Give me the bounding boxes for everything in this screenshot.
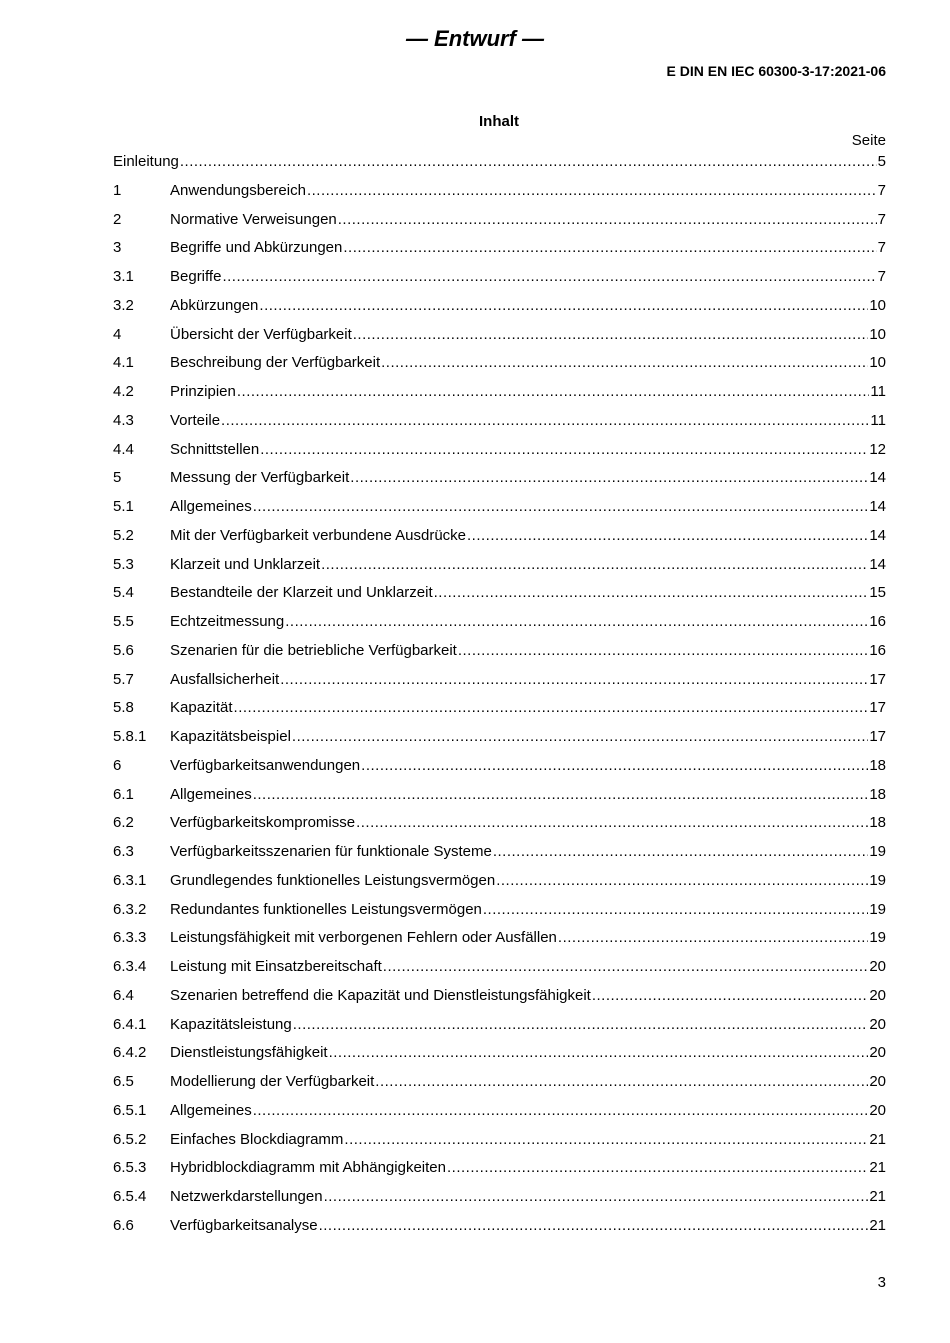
toc-entry[interactable]: [113, 752, 886, 781]
toc-dot-leader: [344, 1126, 868, 1155]
toc-entry-page: 16: [869, 641, 886, 659]
toc-entry-title: Netzwerkdarstellungen: [170, 1188, 323, 1205]
toc-entry[interactable]: [113, 206, 886, 235]
toc-entry[interactable]: [113, 637, 886, 666]
toc-entry-title: Einleitung: [113, 153, 179, 170]
toc-entry-title: Redundantes funktionelles Leistungsvermögen: [170, 900, 482, 918]
toc-dot-leader: [343, 234, 876, 263]
toc-entry[interactable]: [113, 1212, 886, 1241]
toc-dot-leader: [381, 349, 868, 378]
toc-entry-number: 5.4: [113, 584, 134, 602]
toc-entry-number: 3.2: [113, 296, 134, 314]
toc-dot-leader: [324, 1183, 869, 1212]
toc-entry-number: 4.4: [113, 440, 134, 458]
toc-entry-number: 6.5.2: [113, 1130, 147, 1148]
toc-entry[interactable]: [113, 579, 886, 608]
toc-entry-page: 20: [869, 958, 886, 975]
toc-entry[interactable]: [113, 349, 886, 378]
toc-entry[interactable]: [113, 1126, 886, 1155]
toc-entry-title: Szenarien für die betriebliche Verfügbarkeit: [170, 641, 457, 659]
toc-entry-title: Anwendungsbereich: [170, 181, 306, 199]
toc-entry-number: 6.1: [113, 785, 134, 803]
toc-entry[interactable]: [113, 982, 886, 1011]
toc-entry[interactable]: [113, 522, 886, 551]
toc-entry-number: 4.1: [113, 354, 134, 372]
toc-entry-number: 3: [113, 239, 122, 257]
toc-entry-title: Begriffe und Abkürzungen: [170, 239, 343, 257]
toc-dot-leader: [321, 551, 868, 580]
toc-dot-leader: [458, 637, 868, 666]
toc-dot-leader: [467, 522, 868, 551]
toc-entry-page: 18: [869, 785, 886, 803]
toc-dot-leader: [353, 321, 869, 350]
toc-entry-title: Bestandteile der Klarzeit und Unklarzeit: [170, 584, 433, 602]
toc-dot-leader: [307, 177, 877, 206]
toc-entry-page: 21: [869, 1188, 886, 1205]
toc-entry-title: Schnittstellen: [170, 440, 260, 458]
toc-entry[interactable]: [113, 694, 886, 723]
toc-entry-number: 6.3.2: [113, 900, 147, 918]
toc-entry-page: 19: [869, 871, 886, 889]
toc-entry-page: 21: [869, 1216, 886, 1234]
toc-entry[interactable]: [113, 1183, 886, 1212]
toc-entry-title: Kapazitätsleistung: [170, 1015, 292, 1033]
toc-entry[interactable]: [113, 436, 886, 465]
toc-dot-leader: [361, 752, 868, 781]
toc-entry-title: Echtzeitmessung: [170, 613, 285, 630]
toc-entry[interactable]: [113, 838, 886, 867]
toc-dot-leader: [592, 982, 868, 1011]
toc-entry-title: Übersicht der Verfügbarkeit: [170, 325, 352, 343]
toc-entry-number: 6.4: [113, 986, 134, 1004]
toc-entry-number: 5.7: [113, 670, 134, 688]
toc-entry-title: Begriffe: [170, 268, 222, 285]
document-id: E DIN EN IEC 60300-3-17:2021-06: [666, 63, 886, 79]
toc-heading: Inhalt: [479, 113, 519, 130]
toc-entry-title: Klarzeit und Unklarzeit: [170, 555, 321, 573]
toc-entry-number: 6.2: [113, 814, 134, 832]
toc-entry-number: 6.3.1: [113, 871, 147, 889]
toc-entry-page: 7: [877, 181, 886, 199]
toc-dot-leader: [319, 1212, 869, 1241]
toc-entry[interactable]: [113, 608, 886, 637]
toc-entry-number: 6.3.3: [113, 929, 147, 947]
toc-entry-page: 10: [869, 296, 886, 314]
toc-entry-number: 5.8.1: [113, 728, 147, 745]
toc-entry-page: 11: [870, 411, 886, 429]
toc-entry[interactable]: [113, 924, 886, 953]
toc-entry[interactable]: [113, 809, 886, 838]
toc-entry-title: Vorteile: [170, 411, 221, 429]
toc-entry-number: 3.1: [113, 268, 134, 285]
toc-entry-title: Grundlegendes funktionelles Leistungsvermögen: [170, 871, 496, 889]
toc-dot-leader: [483, 896, 868, 925]
toc-entry-title: Ausfallsicherheit: [170, 670, 280, 688]
toc-entry-number: 4: [113, 325, 122, 343]
toc-entry[interactable]: [113, 263, 886, 292]
toc-entry[interactable]: [113, 378, 886, 407]
toc-entry-number: 6.3.4: [113, 958, 147, 975]
toc-entry-title: Allgemeines: [170, 498, 252, 515]
toc-entry-number: 6.4.2: [113, 1044, 147, 1062]
toc-dot-leader: [280, 666, 868, 695]
toc-entry-title: Leistung mit Einsatzbereitschaft: [170, 958, 382, 975]
toc-entry-number: 5: [113, 469, 122, 487]
toc-entry-number: 5.1: [113, 498, 134, 515]
toc-entry[interactable]: [113, 723, 886, 752]
toc-entry[interactable]: [113, 867, 886, 896]
toc-entry-number: 5.2: [113, 526, 134, 544]
toc-entry-page: 12: [869, 440, 886, 458]
toc-dot-leader: [293, 1011, 869, 1040]
toc-dot-leader: [558, 924, 868, 953]
toc-entry-title: Verfügbarkeitskompromisse: [170, 814, 356, 832]
toc-entry-number: 6.4.1: [113, 1015, 147, 1033]
toc-entry-title: Mit der Verfügbarkeit verbundene Ausdrücke: [170, 526, 467, 544]
toc-entry-page: 16: [869, 613, 886, 630]
toc-dot-leader: [237, 378, 870, 407]
toc-entry-number: 5.8: [113, 699, 134, 717]
toc-entry-number: 6.3: [113, 843, 134, 860]
toc-entry-title: Kapazitätsbeispiel: [170, 728, 291, 745]
toc-dot-leader: [356, 809, 868, 838]
toc-dot-leader: [253, 1097, 869, 1126]
toc-entry-title: Allgemeines: [170, 1101, 252, 1119]
toc-entry-page: 14: [869, 526, 886, 544]
toc-entry-number: 6.5.3: [113, 1159, 147, 1177]
toc-entry[interactable]: [113, 781, 886, 810]
toc-entry-page: 18: [869, 756, 886, 774]
toc-entry-number: 4.2: [113, 383, 134, 400]
toc-entry[interactable]: [113, 1097, 886, 1126]
toc-entry[interactable]: [113, 177, 886, 206]
toc-entry-number: 6.5.1: [113, 1101, 147, 1119]
toc-entry-title: Verfügbarkeitsanalyse: [170, 1216, 318, 1234]
toc-dot-leader: [375, 1068, 868, 1097]
toc-entry[interactable]: [113, 292, 886, 321]
toc-entry[interactable]: [113, 1068, 886, 1097]
toc-entry-page: 20: [869, 1073, 886, 1090]
toc-entry-number: 6.5.4: [113, 1188, 147, 1205]
toc-dot-leader: [496, 867, 868, 896]
toc-dot-leader: [259, 292, 868, 321]
toc-entry-page: 7: [877, 210, 886, 228]
toc-entry-page: 10: [869, 325, 886, 343]
toc-entry[interactable]: [113, 666, 886, 695]
toc-dot-leader: [180, 148, 877, 177]
toc-entry[interactable]: [113, 1039, 886, 1068]
toc-entry-title: Dienstleistungsfähigkeit: [170, 1044, 328, 1062]
page-number: 3: [877, 1274, 886, 1291]
toc-dot-leader: [493, 838, 868, 867]
toc-dot-leader: [253, 493, 869, 522]
toc-entry-page: 5: [877, 153, 886, 170]
toc-dot-leader: [434, 579, 869, 608]
toc-entry[interactable]: [113, 493, 886, 522]
toc-entry-number: 1: [113, 181, 122, 199]
toc-entry-page: 19: [869, 843, 886, 860]
toc-dot-leader: [292, 723, 868, 752]
toc-entry[interactable]: [113, 1154, 886, 1183]
toc-entry-title: Hybridblockdiagramm mit Abhängigkeiten: [170, 1159, 446, 1177]
toc-entry-title: Prinzipien: [170, 383, 236, 400]
toc-dot-leader: [222, 263, 876, 292]
toc-dot-leader: [260, 436, 868, 465]
toc-dot-leader: [447, 1154, 868, 1183]
toc-entry-page: 17: [869, 728, 886, 745]
toc-entry-page: 20: [869, 1015, 886, 1033]
toc-entry-title: Verfügbarkeitsanwendungen: [170, 756, 361, 774]
toc-entry-page: 15: [869, 584, 886, 602]
toc-entry-title: Beschreibung der Verfügbarkeit: [170, 354, 381, 372]
toc-entry-page: 19: [869, 929, 886, 947]
toc-entry-number: 5.6: [113, 641, 134, 659]
toc-entry-title: Kapazität: [170, 699, 233, 717]
toc-dot-leader: [329, 1039, 869, 1068]
toc-entry-number: 2: [113, 210, 122, 228]
toc-dot-leader: [234, 694, 869, 723]
toc-entry-page: 21: [869, 1159, 886, 1177]
toc-dot-leader: [383, 953, 869, 982]
toc-entry-number: 5.3: [113, 555, 134, 573]
toc-entry-page: 19: [869, 900, 886, 918]
toc-entry[interactable]: [113, 407, 886, 436]
toc-entry-page: 7: [877, 268, 886, 285]
toc-entry-title: Szenarien betreffend die Kapazität und Dienstleistungsfähigkeit: [170, 986, 591, 1004]
toc-dot-leader: [221, 407, 869, 436]
toc-entry-page: 17: [869, 699, 886, 717]
toc-entry[interactable]: [113, 1011, 886, 1040]
draft-watermark: — Entwurf —: [405, 26, 545, 51]
toc-entry-page: 21: [869, 1130, 886, 1148]
toc-entry-number: 6.6: [113, 1216, 134, 1234]
toc-entry[interactable]: [113, 148, 886, 177]
toc-entry-title: Messung der Verfügbarkeit: [170, 469, 350, 487]
toc-dot-leader: [285, 608, 868, 637]
toc-entry-title: Verfügbarkeitsszenarien für funktionale Systeme: [170, 843, 492, 860]
toc-entry-page: 20: [869, 1101, 886, 1119]
toc-entry-number: 6: [113, 756, 122, 774]
toc-entry-page: 18: [869, 814, 886, 832]
toc-entry-title: Leistungsfähigkeit mit verborgenen Fehlern oder Ausfällen: [170, 929, 557, 947]
toc-entry[interactable]: [113, 896, 886, 925]
toc-entry-title: Allgemeines: [170, 785, 252, 803]
toc-dot-leader: [253, 781, 869, 810]
toc-entry-title: Normative Verweisungen: [170, 210, 337, 228]
toc-entry-title: Abkürzungen: [170, 296, 259, 314]
page-column-label: Seite: [851, 132, 886, 149]
toc-entry-page: 17: [869, 670, 886, 688]
toc-entry-number: 5.5: [113, 613, 134, 630]
toc-entry-page: 10: [869, 354, 886, 372]
toc-entry[interactable]: [113, 321, 886, 350]
toc-entry-title: Einfaches Blockdiagramm: [170, 1130, 344, 1148]
toc-entry-page: 20: [869, 986, 886, 1004]
toc-entry-page: 11: [870, 383, 886, 400]
toc-entry-title: Modellierung der Verfügbarkeit: [170, 1073, 375, 1090]
toc-entry[interactable]: [113, 551, 886, 580]
toc-entry-page: 14: [869, 469, 886, 487]
toc-dot-leader: [350, 464, 868, 493]
table-of-contents: [113, 148, 886, 1241]
toc-entry[interactable]: [113, 953, 886, 982]
toc-entry[interactable]: [113, 234, 886, 263]
toc-dot-leader: [338, 206, 877, 235]
toc-entry-page: 14: [869, 555, 886, 573]
toc-entry-page: 14: [869, 498, 886, 515]
toc-entry-page: 7: [877, 239, 886, 257]
toc-entry-number: 4.3: [113, 411, 134, 429]
toc-entry[interactable]: [113, 464, 886, 493]
toc-entry-page: 20: [869, 1044, 886, 1062]
toc-entry-number: 6.5: [113, 1073, 134, 1090]
